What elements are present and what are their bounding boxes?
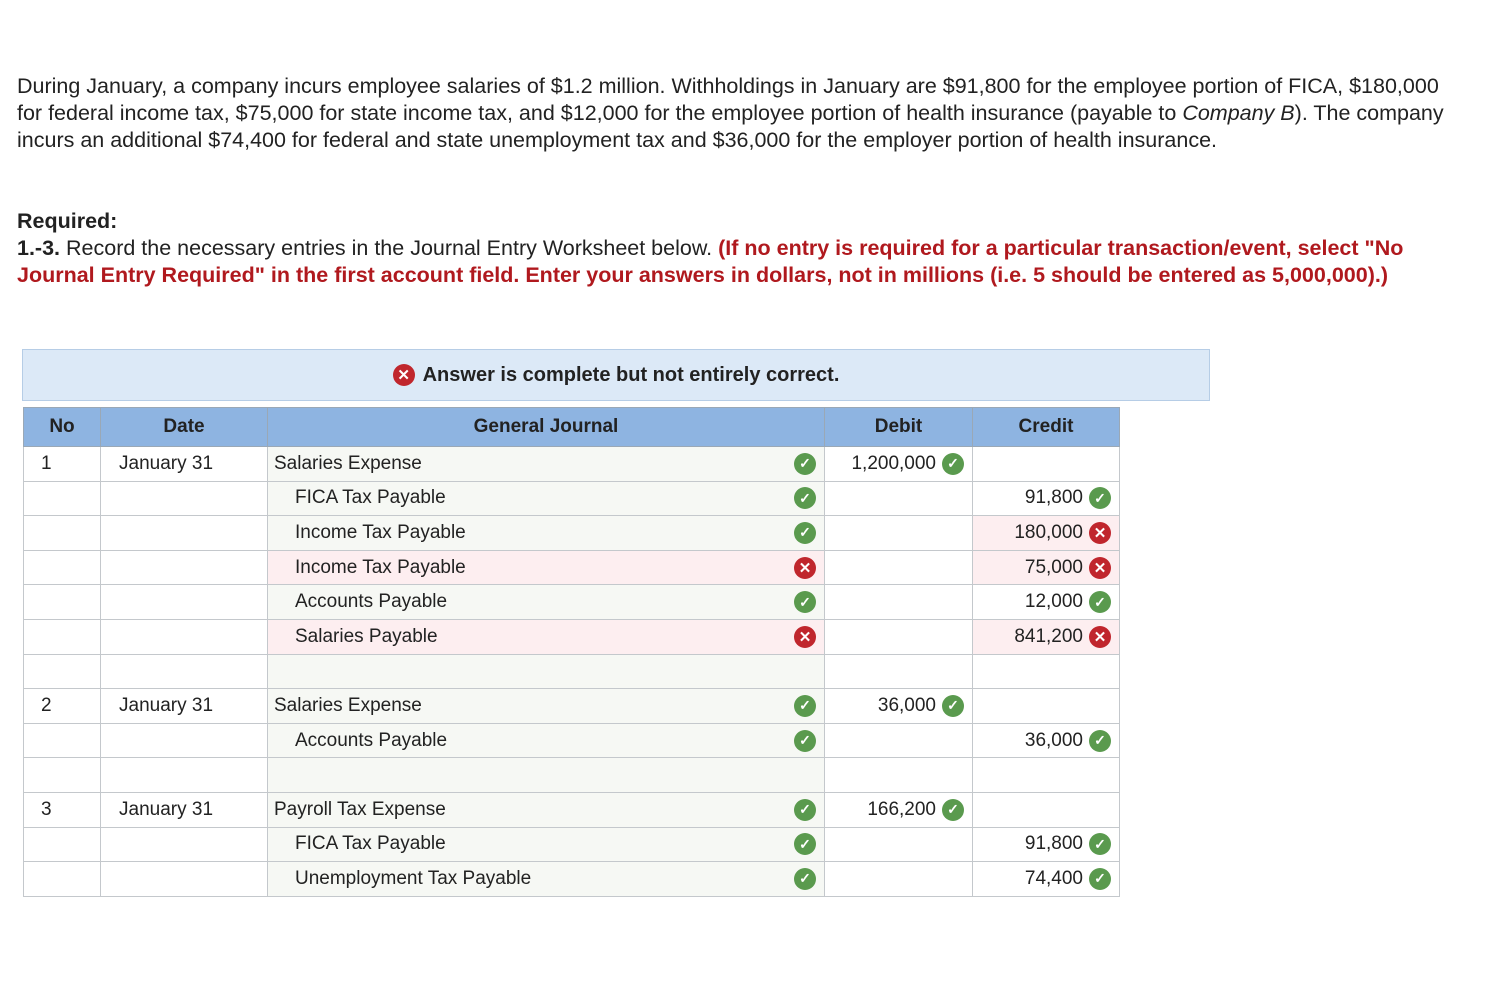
check-circle-icon: ✓ <box>794 591 816 613</box>
debit-input[interactable] <box>825 516 973 551</box>
x-circle-icon: ✕ <box>393 364 415 386</box>
debit-input[interactable] <box>825 723 973 758</box>
check-circle-icon: ✓ <box>1089 591 1111 613</box>
account-select[interactable] <box>268 654 825 689</box>
account-select[interactable] <box>268 758 825 793</box>
credit-input[interactable] <box>973 654 1120 689</box>
account-select[interactable] <box>268 792 825 827</box>
credit-input[interactable] <box>973 758 1120 793</box>
required-section <box>17 208 1457 289</box>
table-row <box>24 619 1120 654</box>
account-name: Income Tax Payable <box>295 556 466 578</box>
check-circle-icon: ✓ <box>1089 833 1111 855</box>
row-date <box>101 654 268 689</box>
credit-input[interactable] <box>973 827 1120 862</box>
row-no <box>24 550 101 585</box>
banner-text: Answer is complete but not entirely correct. <box>422 363 840 386</box>
table-row <box>24 862 1120 897</box>
account-name: Salaries Payable <box>295 625 438 647</box>
credit-input[interactable] <box>973 447 1120 482</box>
credit-input[interactable] <box>973 792 1120 827</box>
row-no <box>24 758 101 793</box>
header-no: No <box>24 408 101 447</box>
debit-value: 36,000 <box>877 694 936 716</box>
check-circle-icon: ✓ <box>1089 487 1111 509</box>
account-name: FICA Tax Payable <box>295 833 446 855</box>
credit-value: 75,000 <box>1024 556 1083 578</box>
account-name: Unemployment Tax Payable <box>295 867 532 889</box>
check-circle-icon: ✓ <box>794 730 816 752</box>
account-name: Payroll Tax Expense <box>274 798 446 820</box>
account-name: Accounts Payable <box>295 591 448 613</box>
table-row <box>24 689 1120 724</box>
answer-status-banner <box>22 349 1210 401</box>
row-no <box>24 481 101 516</box>
instruction-text: Record the necessary entries in the Journal Entry Worksheet below. <box>66 236 713 260</box>
account-select[interactable] <box>268 481 825 516</box>
row-date: January 31 <box>101 792 268 827</box>
row-no <box>24 862 101 897</box>
row-date <box>101 862 268 897</box>
table-row <box>24 723 1120 758</box>
check-circle-icon: ✓ <box>794 487 816 509</box>
credit-input[interactable] <box>973 619 1120 654</box>
x-circle-icon: ✕ <box>1089 557 1111 579</box>
check-circle-icon: ✓ <box>942 695 964 717</box>
x-circle-icon: ✕ <box>794 626 816 648</box>
debit-input[interactable] <box>825 792 973 827</box>
debit-input[interactable] <box>825 862 973 897</box>
table-row <box>24 792 1120 827</box>
credit-input[interactable] <box>973 516 1120 551</box>
credit-input[interactable] <box>973 585 1120 620</box>
account-name: Income Tax Payable <box>295 521 466 543</box>
debit-input[interactable] <box>825 481 973 516</box>
problem-statement <box>17 73 1457 154</box>
check-circle-icon: ✓ <box>794 453 816 475</box>
check-circle-icon: ✓ <box>1089 868 1111 890</box>
table-header-row <box>24 408 1120 447</box>
company-name: Company B <box>1182 101 1295 125</box>
table-row <box>24 447 1120 482</box>
problem-text-part2: ). The company incurs an additional $74,400 for federal and state unemployment tax and $36,000 for the employer portion of health insurance. <box>17 101 1444 152</box>
row-date <box>101 827 268 862</box>
table-row <box>24 827 1120 862</box>
row-date <box>101 758 268 793</box>
credit-value: 180,000 <box>1014 521 1083 543</box>
table-row <box>24 758 1120 793</box>
table-row <box>24 481 1120 516</box>
header-credit: Credit <box>973 408 1120 447</box>
debit-input[interactable] <box>825 758 973 793</box>
account-select[interactable] <box>268 550 825 585</box>
check-circle-icon: ✓ <box>794 833 816 855</box>
problem-text <box>17 73 1457 154</box>
debit-value: 1,200,000 <box>851 452 936 474</box>
row-date <box>101 619 268 654</box>
account-select[interactable] <box>268 827 825 862</box>
row-date <box>101 723 268 758</box>
check-circle-icon: ✓ <box>942 453 964 475</box>
credit-value: 12,000 <box>1024 591 1083 613</box>
row-date: January 31 <box>101 689 268 724</box>
check-circle-icon: ✓ <box>794 522 816 544</box>
credit-value: 36,000 <box>1024 729 1083 751</box>
check-circle-icon: ✓ <box>942 799 964 821</box>
row-no: 2 <box>24 689 101 724</box>
debit-input[interactable] <box>825 585 973 620</box>
row-date <box>101 481 268 516</box>
row-date <box>101 585 268 620</box>
journal-table <box>23 407 1120 897</box>
credit-value: 74,400 <box>1024 867 1083 889</box>
row-no <box>24 827 101 862</box>
debit-input[interactable] <box>825 654 973 689</box>
credit-input[interactable] <box>973 550 1120 585</box>
credit-value: 91,800 <box>1024 487 1083 509</box>
credit-input[interactable] <box>973 689 1120 724</box>
account-select[interactable] <box>268 723 825 758</box>
row-no <box>24 516 101 551</box>
row-no <box>24 723 101 758</box>
account-name: Salaries Expense <box>274 694 422 716</box>
x-circle-icon: ✕ <box>1089 626 1111 648</box>
debit-input[interactable] <box>825 827 973 862</box>
row-no: 3 <box>24 792 101 827</box>
debit-input[interactable] <box>825 550 973 585</box>
account-select[interactable] <box>268 862 825 897</box>
row-no: 1 <box>24 447 101 482</box>
credit-value: 841,200 <box>1014 625 1083 647</box>
check-circle-icon: ✓ <box>794 868 816 890</box>
row-no <box>24 585 101 620</box>
debit-value: 166,200 <box>867 798 936 820</box>
credit-input[interactable] <box>973 723 1120 758</box>
check-circle-icon: ✓ <box>794 799 816 821</box>
row-date <box>101 516 268 551</box>
table-row <box>24 585 1120 620</box>
table-row <box>24 654 1120 689</box>
account-name: FICA Tax Payable <box>295 487 446 509</box>
header-debit: Debit <box>825 408 973 447</box>
required-number: 1.-3. <box>17 236 61 260</box>
row-no <box>24 654 101 689</box>
account-select[interactable] <box>268 619 825 654</box>
journal-body <box>24 447 1120 897</box>
account-select[interactable] <box>268 585 825 620</box>
instruction-note: (If no entry is required for a particular transaction/event, select "No Journal Entry Required" in the first account field. Enter your answers in dollars, not in millions (i.e. 5 should be entered as 5,000,000).) <box>17 236 1404 287</box>
credit-input[interactable] <box>973 862 1120 897</box>
row-date <box>101 550 268 585</box>
credit-input[interactable] <box>973 481 1120 516</box>
row-no <box>24 619 101 654</box>
x-circle-icon: ✕ <box>794 557 816 579</box>
account-name: Salaries Expense <box>274 452 422 474</box>
required-instruction <box>17 235 1457 289</box>
required-title: Required: <box>17 209 118 233</box>
table-row <box>24 550 1120 585</box>
check-circle-icon: ✓ <box>1089 730 1111 752</box>
header-date: Date <box>101 408 268 447</box>
table-row <box>24 516 1120 551</box>
debit-input[interactable] <box>825 619 973 654</box>
debit-input[interactable] <box>825 447 973 482</box>
debit-input[interactable] <box>825 689 973 724</box>
account-select[interactable] <box>268 447 825 482</box>
account-name: Accounts Payable <box>295 729 448 751</box>
problem-text-part1: During January, a company incurs employee salaries of $1.2 million. Withholdings in January are $91,800 for the employee portion of FICA, $180,000 for federal income tax, $75,000 for state income tax, and $12,000 for the employee portion of health insurance (payable to <box>17 74 1439 125</box>
check-circle-icon: ✓ <box>794 695 816 717</box>
row-date: January 31 <box>101 447 268 482</box>
account-select[interactable] <box>268 516 825 551</box>
credit-value: 91,800 <box>1024 833 1083 855</box>
account-select[interactable] <box>268 689 825 724</box>
header-general-journal: General Journal <box>268 408 825 447</box>
x-circle-icon: ✕ <box>1089 522 1111 544</box>
